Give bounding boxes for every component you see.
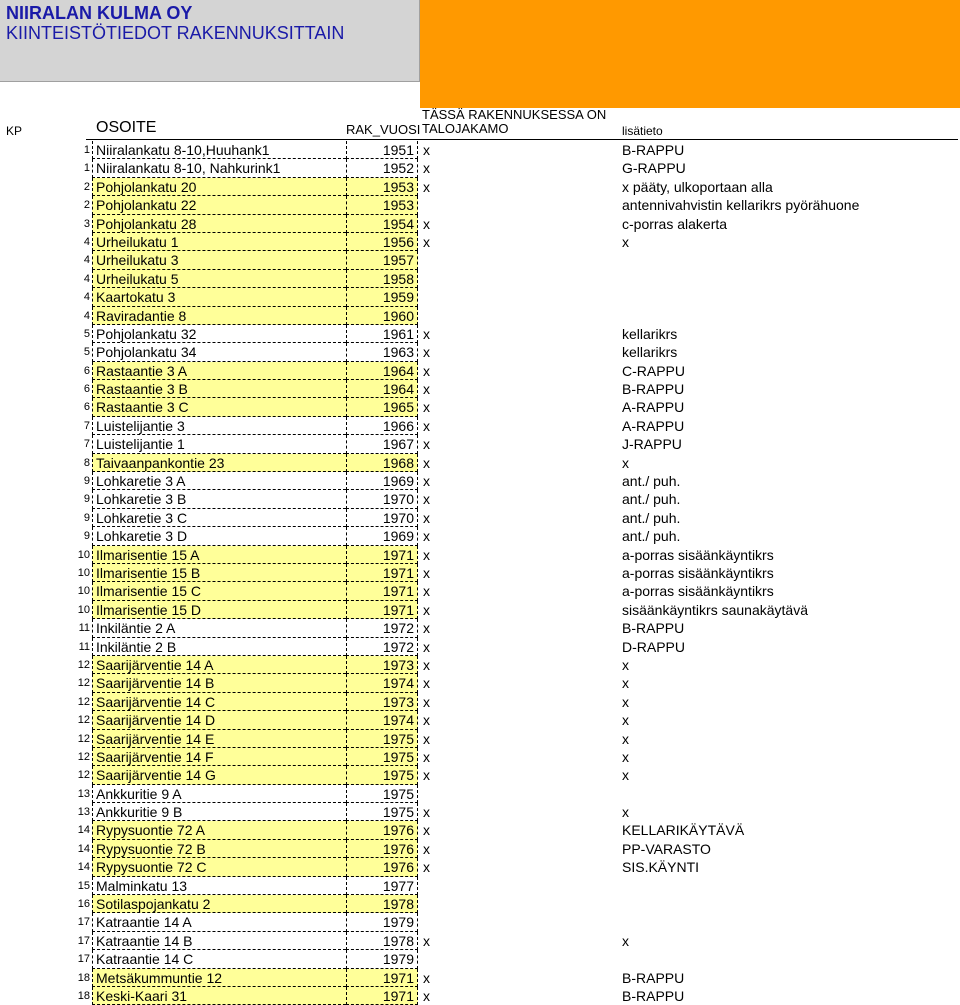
cell-rak-vuosi[interactable]: 1954 <box>346 215 418 233</box>
cell-talojakamo[interactable]: x <box>423 620 430 637</box>
cell-lisatieto[interactable]: ant./ puh. <box>622 473 681 490</box>
cell-lisatieto[interactable]: B-RAPPU <box>622 142 685 158</box>
table-row[interactable] <box>0 509 960 527</box>
table-row[interactable] <box>0 233 960 251</box>
cell-kp[interactable]: 4 <box>83 235 90 248</box>
cell-lisatieto[interactable]: B-RAPPU <box>622 987 685 1004</box>
cell-kp[interactable]: 18 <box>77 989 90 1002</box>
cell-osoite[interactable]: Lohkaretie 3 D <box>92 527 346 545</box>
cell-kp[interactable]: 15 <box>77 879 90 892</box>
cell-lisatieto[interactable]: x <box>622 767 629 784</box>
cell-talojakamo[interactable]: x <box>423 528 430 545</box>
table-row[interactable] <box>0 748 960 766</box>
cell-talojakamo[interactable]: x <box>423 840 430 857</box>
cell-osoite[interactable]: Rastaantie 3 C <box>92 398 346 416</box>
cell-osoite[interactable]: Lohkaretie 3 B <box>92 490 346 508</box>
table-row[interactable] <box>0 711 960 729</box>
cell-talojakamo[interactable] <box>420 307 620 325</box>
cell-talojakamo[interactable]: x <box>423 215 430 232</box>
cell-talojakamo[interactable]: x <box>423 987 430 1004</box>
cell-kp[interactable]: 9 <box>83 511 90 524</box>
cell-rak-vuosi[interactable]: 1959 <box>346 288 418 306</box>
column-header-talojakamo <box>422 108 606 136</box>
cell-osoite[interactable]: Niiralankatu 8-10,Huuhank1 <box>92 141 346 159</box>
cell-osoite[interactable]: Luistelijantie 3 <box>92 417 346 435</box>
cell-lisatieto[interactable] <box>622 895 958 913</box>
cell-lisatieto[interactable]: antennivahvistin kellarikrs pyörähuone <box>622 197 860 214</box>
cell-osoite[interactable]: Urheilukatu 1 <box>92 233 346 251</box>
cell-talojakamo[interactable]: x <box>423 325 430 342</box>
cell-osoite[interactable]: Saarijärventie 14 A <box>92 656 346 674</box>
table-row[interactable] <box>0 178 960 196</box>
cell-osoite[interactable]: Rastaantie 3 A <box>92 362 346 380</box>
cell-rak-vuosi[interactable]: 1972 <box>346 619 418 637</box>
cell-rak-vuosi[interactable]: 1964 <box>346 380 418 398</box>
cell-osoite[interactable]: Niiralankatu 8-10, Nahkurink1 <box>92 159 346 177</box>
table-row[interactable] <box>0 656 960 674</box>
cell-talojakamo[interactable]: x <box>423 473 430 490</box>
table-row[interactable] <box>0 619 960 637</box>
cell-kp[interactable]: 5 <box>83 327 90 340</box>
cell-lisatieto[interactable]: x <box>622 454 629 471</box>
cell-osoite[interactable]: Malminkatu 13 <box>92 877 346 895</box>
cell-kp[interactable]: 9 <box>83 530 90 543</box>
cell-osoite[interactable]: Urheilukatu 3 <box>92 251 346 269</box>
company-title: NIIRALAN KULMA OY <box>6 3 193 23</box>
cell-rak-vuosi[interactable]: 1975 <box>346 730 418 748</box>
table-row[interactable] <box>0 270 960 288</box>
cell-lisatieto[interactable] <box>622 950 958 968</box>
cell-kp[interactable]: 12 <box>77 677 90 690</box>
table-row[interactable] <box>0 251 960 269</box>
cell-talojakamo[interactable]: x <box>423 656 430 673</box>
table-row[interactable] <box>0 398 960 416</box>
table-row[interactable] <box>0 288 960 306</box>
cell-kp[interactable]: 4 <box>83 272 90 285</box>
cell-rak-vuosi[interactable]: 1976 <box>346 858 418 876</box>
table-row[interactable] <box>0 821 960 839</box>
cell-kp[interactable]: 9 <box>83 475 90 488</box>
cell-rak-vuosi[interactable]: 1971 <box>346 582 418 600</box>
column-header-osoite: OSOITE <box>96 119 157 136</box>
table-row[interactable] <box>0 932 960 950</box>
cell-talojakamo[interactable] <box>420 196 620 214</box>
cell-rak-vuosi[interactable]: 1957 <box>346 251 418 269</box>
cell-talojakamo[interactable]: x <box>423 546 430 563</box>
cell-lisatieto[interactable]: B-RAPPU <box>622 381 685 398</box>
cell-osoite[interactable]: Lohkaretie 3 A <box>92 472 346 490</box>
cell-rak-vuosi[interactable]: 1976 <box>346 821 418 839</box>
cell-osoite[interactable]: Ilmarisentie 15 D <box>92 601 346 619</box>
column-header-lisatieto: lisätieto <box>622 124 663 138</box>
cell-kp[interactable]: 6 <box>83 364 90 377</box>
cell-rak-vuosi[interactable]: 1961 <box>346 325 418 343</box>
cell-osoite[interactable]: Luistelijantie 1 <box>92 435 346 453</box>
cell-rak-vuosi[interactable]: 1971 <box>346 969 418 987</box>
cell-osoite[interactable]: Katraantie 14 B <box>92 932 346 950</box>
cell-talojakamo[interactable]: x <box>423 601 430 618</box>
table-row[interactable] <box>0 307 960 325</box>
sheet-subtitle: KIINTEISTÖTIEDOT RAKENNUKSITTAIN <box>6 23 345 43</box>
cell-lisatieto[interactable]: x <box>622 233 629 250</box>
cell-kp[interactable]: 12 <box>77 750 90 763</box>
cell-kp[interactable]: 8 <box>83 456 90 469</box>
cell-osoite[interactable]: Taivaanpankontie 23 <box>92 454 346 472</box>
cell-kp[interactable]: 6 <box>83 401 90 414</box>
cell-kp[interactable]: 10 <box>77 566 90 579</box>
cell-osoite[interactable]: Ilmarisentie 15 A <box>92 546 346 564</box>
cell-lisatieto[interactable]: kellarikrs <box>622 344 678 361</box>
cell-osoite[interactable]: Rastaantie 3 B <box>92 380 346 398</box>
cell-osoite[interactable]: Saarijärventie 14 G <box>92 766 346 784</box>
cell-osoite[interactable]: Ankkuritie 9 A <box>92 785 346 803</box>
column-header-talojakamo-line1: TÄSSÄ RAKENNUKSESSA ON <box>422 107 607 122</box>
table-row[interactable] <box>0 674 960 692</box>
cell-lisatieto[interactable]: a-porras sisäänkäyntikrs <box>622 564 774 581</box>
cell-kp[interactable]: 2 <box>83 199 90 212</box>
cell-talojakamo[interactable]: x <box>423 583 430 600</box>
cell-rak-vuosi[interactable]: 1965 <box>346 398 418 416</box>
cell-lisatieto[interactable]: x pääty, ulkoportaan alla <box>622 178 773 195</box>
cell-lisatieto[interactable]: KELLARIKÄYTÄVÄ <box>622 822 745 839</box>
cell-rak-vuosi[interactable]: 1977 <box>346 877 418 895</box>
cell-talojakamo[interactable]: x <box>423 233 430 250</box>
cell-kp[interactable]: 4 <box>83 291 90 304</box>
table-row[interactable] <box>0 803 960 821</box>
cell-rak-vuosi[interactable]: 1951 <box>346 141 418 159</box>
table-row[interactable] <box>0 877 960 895</box>
cell-osoite[interactable]: Inkiläntie 2 B <box>92 638 346 656</box>
cell-talojakamo[interactable]: x <box>423 344 430 361</box>
cell-osoite[interactable]: Metsäkummuntie 12 <box>92 969 346 987</box>
cell-kp[interactable]: 9 <box>83 493 90 506</box>
table-row[interactable] <box>0 159 960 177</box>
table-row[interactable] <box>0 380 960 398</box>
cell-kp[interactable]: 17 <box>77 934 90 947</box>
cell-lisatieto[interactable]: PP-VARASTO <box>622 840 711 857</box>
cell-lisatieto[interactable]: A-RAPPU <box>622 417 685 434</box>
cell-talojakamo[interactable]: x <box>423 491 430 508</box>
cell-kp[interactable]: 11 <box>78 640 90 653</box>
cell-talojakamo[interactable]: x <box>423 675 430 692</box>
table-row[interactable] <box>0 987 960 1005</box>
cell-talojakamo[interactable]: x <box>423 399 430 416</box>
cell-rak-vuosi[interactable]: 1963 <box>346 343 418 361</box>
cell-kp[interactable]: 17 <box>77 953 90 966</box>
cell-kp[interactable]: 4 <box>83 254 90 267</box>
cell-osoite[interactable]: Ilmarisentie 15 C <box>92 582 346 600</box>
cell-talojakamo[interactable] <box>420 785 620 803</box>
cell-talojakamo[interactable] <box>420 913 620 931</box>
cell-osoite[interactable]: Rypysuontie 72 C <box>92 858 346 876</box>
building-table <box>0 141 960 1005</box>
cell-talojakamo[interactable]: x <box>423 417 430 434</box>
cell-kp[interactable]: 1 <box>83 144 90 156</box>
cell-osoite[interactable]: Saarijärventie 14 E <box>92 730 346 748</box>
cell-lisatieto[interactable]: x <box>622 804 629 821</box>
cell-talojakamo[interactable] <box>420 895 620 913</box>
cell-lisatieto[interactable]: x <box>622 693 629 710</box>
cell-osoite[interactable]: Inkiläntie 2 A <box>92 619 346 637</box>
cell-kp[interactable]: 10 <box>77 603 90 616</box>
table-row[interactable] <box>0 582 960 600</box>
cell-osoite[interactable]: Saarijärventie 14 C <box>92 693 346 711</box>
cell-rak-vuosi[interactable]: 1958 <box>346 270 418 288</box>
cell-talojakamo[interactable]: x <box>423 730 430 747</box>
cell-kp[interactable]: 13 <box>77 787 90 800</box>
cell-talojakamo[interactable]: x <box>423 564 430 581</box>
table-row[interactable] <box>0 472 960 490</box>
table-row[interactable] <box>0 215 960 233</box>
cell-rak-vuosi[interactable]: 1971 <box>346 564 418 582</box>
cell-talojakamo[interactable]: x <box>423 932 430 949</box>
cell-lisatieto[interactable]: ant./ puh. <box>622 491 681 508</box>
cell-lisatieto[interactable]: x <box>622 730 629 747</box>
column-header-talojakamo-line2: TALOJAKAMO <box>422 121 509 136</box>
cell-lisatieto[interactable] <box>622 270 958 288</box>
cell-talojakamo[interactable]: x <box>423 822 430 839</box>
cell-kp[interactable]: 4 <box>83 309 90 322</box>
cell-lisatieto[interactable]: ant./ puh. <box>622 509 681 526</box>
cell-lisatieto[interactable] <box>622 785 958 803</box>
cell-rak-vuosi[interactable]: 1975 <box>346 766 418 784</box>
cell-kp[interactable]: 7 <box>83 419 90 432</box>
cell-lisatieto[interactable]: x <box>622 675 629 692</box>
cell-kp[interactable]: 14 <box>77 842 90 855</box>
cell-kp[interactable]: 5 <box>83 346 90 359</box>
table-row[interactable] <box>0 730 960 748</box>
cell-talojakamo[interactable]: x <box>423 767 430 784</box>
cell-rak-vuosi[interactable]: 1978 <box>346 932 418 950</box>
cell-talojakamo[interactable] <box>420 270 620 288</box>
cell-talojakamo[interactable]: x <box>423 436 430 453</box>
cell-kp[interactable]: 6 <box>83 383 90 396</box>
cell-rak-vuosi[interactable]: 1973 <box>346 693 418 711</box>
table-row[interactable] <box>0 693 960 711</box>
table-row[interactable] <box>0 895 960 913</box>
cell-talojakamo[interactable]: x <box>423 381 430 398</box>
cell-lisatieto[interactable]: D-RAPPU <box>622 638 686 655</box>
cell-osoite[interactable]: Raviradantie 8 <box>92 307 346 325</box>
cell-osoite[interactable]: Rypysuontie 72 B <box>92 840 346 858</box>
cell-talojakamo[interactable] <box>420 950 620 968</box>
cell-talojakamo[interactable]: x <box>423 509 430 526</box>
cell-osoite[interactable]: Sotilaspojankatu 2 <box>92 895 346 913</box>
cell-talojakamo[interactable]: x <box>423 859 430 876</box>
cell-rak-vuosi[interactable]: 1974 <box>346 711 418 729</box>
table-row[interactable] <box>0 913 960 931</box>
column-header-kp: KP <box>6 124 23 138</box>
cell-talojakamo[interactable]: x <box>423 178 430 195</box>
table-row[interactable] <box>0 950 960 968</box>
cell-rak-vuosi[interactable]: 1970 <box>346 509 418 527</box>
cell-osoite[interactable]: Pohjolankatu 28 <box>92 215 346 233</box>
cell-kp[interactable]: 13 <box>77 806 90 819</box>
cell-rak-vuosi[interactable]: 1971 <box>346 601 418 619</box>
cell-kp[interactable]: 11 <box>78 622 90 635</box>
cell-rak-vuosi[interactable]: 1979 <box>346 950 418 968</box>
table-row[interactable] <box>0 766 960 784</box>
cell-lisatieto[interactable]: x <box>622 748 629 765</box>
cell-osoite[interactable]: Ankkuritie 9 B <box>92 803 346 821</box>
cell-lisatieto[interactable]: c-porras alakerta <box>622 215 728 232</box>
table-row[interactable] <box>0 840 960 858</box>
cell-rak-vuosi[interactable]: 1956 <box>346 233 418 251</box>
cell-kp[interactable]: 7 <box>83 438 90 451</box>
cell-rak-vuosi[interactable]: 1960 <box>346 307 418 325</box>
cell-talojakamo[interactable]: x <box>423 748 430 765</box>
cell-kp[interactable]: 2 <box>83 180 90 193</box>
table-row[interactable] <box>0 196 960 214</box>
table-row[interactable] <box>0 858 960 876</box>
cell-rak-vuosi[interactable]: 1971 <box>346 546 418 564</box>
cell-osoite[interactable]: Pohjolankatu 22 <box>92 196 346 214</box>
table-row[interactable] <box>0 325 960 343</box>
cell-rak-vuosi[interactable]: 1966 <box>346 417 418 435</box>
cell-rak-vuosi[interactable]: 1953 <box>346 196 418 214</box>
cell-lisatieto[interactable]: x <box>622 712 629 729</box>
cell-rak-vuosi[interactable]: 1975 <box>346 803 418 821</box>
table-row[interactable] <box>0 490 960 508</box>
cell-rak-vuosi[interactable]: 1979 <box>346 913 418 931</box>
cell-kp[interactable]: 12 <box>77 769 90 782</box>
cell-talojakamo[interactable] <box>420 288 620 306</box>
cell-talojakamo[interactable]: x <box>423 142 430 158</box>
cell-talojakamo[interactable]: x <box>423 638 430 655</box>
cell-rak-vuosi[interactable]: 1969 <box>346 472 418 490</box>
header-divider <box>86 139 958 140</box>
table-row[interactable] <box>0 785 960 803</box>
cell-rak-vuosi[interactable]: 1952 <box>346 159 418 177</box>
cell-kp[interactable]: 18 <box>77 971 90 984</box>
title-box <box>0 0 420 82</box>
cell-rak-vuosi[interactable]: 1969 <box>346 527 418 545</box>
cell-lisatieto[interactable]: a-porras sisäänkäyntikrs <box>622 583 774 600</box>
cell-lisatieto[interactable] <box>622 288 958 306</box>
cell-talojakamo[interactable]: x <box>423 969 430 986</box>
cell-lisatieto[interactable]: a-porras sisäänkäyntikrs <box>622 546 774 563</box>
cell-osoite[interactable]: Lohkaretie 3 C <box>92 509 346 527</box>
table-row[interactable] <box>0 454 960 472</box>
cell-osoite[interactable]: Saarijärventie 14 F <box>92 748 346 766</box>
cell-osoite[interactable]: Keski-Kaari 31 <box>92 987 346 1005</box>
cell-lisatieto[interactable]: C-RAPPU <box>622 362 686 379</box>
orange-header-block <box>420 0 960 108</box>
table-row[interactable] <box>0 564 960 582</box>
cell-kp[interactable]: 1 <box>83 162 90 175</box>
cell-talojakamo[interactable]: x <box>423 804 430 821</box>
cell-osoite[interactable]: Katraantie 14 A <box>92 913 346 931</box>
table-row[interactable] <box>0 638 960 656</box>
cell-rak-vuosi[interactable]: 1968 <box>346 454 418 472</box>
table-row[interactable] <box>0 969 960 987</box>
table-row[interactable] <box>0 546 960 564</box>
cell-osoite[interactable]: Rypysuontie 72 A <box>92 821 346 839</box>
cell-kp[interactable]: 12 <box>77 732 90 745</box>
cell-rak-vuosi[interactable]: 1975 <box>346 785 418 803</box>
cell-rak-vuosi[interactable]: 1975 <box>346 748 418 766</box>
cell-kp[interactable]: 10 <box>77 548 90 561</box>
cell-kp[interactable]: 17 <box>77 916 90 929</box>
cell-rak-vuosi[interactable]: 1971 <box>346 987 418 1005</box>
cell-lisatieto[interactable]: B-RAPPU <box>622 969 685 986</box>
cell-lisatieto[interactable]: SIS.KÄYNTI <box>622 859 700 876</box>
cell-osoite[interactable]: Pohjolankatu 32 <box>92 325 346 343</box>
cell-osoite[interactable]: Ilmarisentie 15 B <box>92 564 346 582</box>
table-row[interactable] <box>0 435 960 453</box>
cell-kp[interactable]: 12 <box>77 658 90 671</box>
cell-rak-vuosi[interactable]: 1964 <box>346 362 418 380</box>
cell-rak-vuosi[interactable]: 1978 <box>346 895 418 913</box>
cell-osoite[interactable]: Pohjolankatu 20 <box>92 178 346 196</box>
cell-kp[interactable]: 10 <box>77 585 90 598</box>
cell-rak-vuosi[interactable]: 1972 <box>346 638 418 656</box>
cell-lisatieto[interactable]: sisäänkäyntikrs saunakäytävä <box>622 601 808 618</box>
cell-lisatieto[interactable]: ant./ puh. <box>622 528 681 545</box>
table-row[interactable] <box>0 141 960 159</box>
cell-rak-vuosi[interactable]: 1953 <box>346 178 418 196</box>
cell-osoite[interactable]: Saarijärventie 14 D <box>92 711 346 729</box>
cell-lisatieto[interactable] <box>622 251 958 269</box>
cell-talojakamo[interactable] <box>420 877 620 895</box>
cell-rak-vuosi[interactable]: 1967 <box>346 435 418 453</box>
cell-osoite[interactable]: Saarijärventie 14 B <box>92 674 346 692</box>
cell-kp[interactable]: 14 <box>77 824 90 837</box>
cell-lisatieto[interactable] <box>622 307 958 325</box>
cell-kp[interactable]: 14 <box>77 861 90 874</box>
cell-lisatieto[interactable] <box>622 913 958 931</box>
cell-kp[interactable]: 12 <box>77 695 90 708</box>
cell-kp[interactable]: 12 <box>77 714 90 727</box>
table-row[interactable] <box>0 527 960 545</box>
cell-lisatieto[interactable]: kellarikrs <box>622 325 678 342</box>
cell-osoite[interactable]: Pohjolankatu 34 <box>92 343 346 361</box>
cell-rak-vuosi[interactable]: 1973 <box>346 656 418 674</box>
cell-lisatieto[interactable]: J-RAPPU <box>622 436 682 453</box>
cell-rak-vuosi[interactable]: 1974 <box>346 674 418 692</box>
cell-osoite[interactable]: Katraantie 14 C <box>92 950 346 968</box>
cell-rak-vuosi[interactable]: 1970 <box>346 490 418 508</box>
sheet-header <box>0 0 960 142</box>
cell-lisatieto[interactable]: x <box>622 932 629 949</box>
cell-kp[interactable]: 16 <box>77 898 90 911</box>
table-row[interactable] <box>0 417 960 435</box>
table-row[interactable] <box>0 601 960 619</box>
cell-lisatieto[interactable]: A-RAPPU <box>622 399 685 416</box>
cell-lisatieto[interactable] <box>622 877 958 895</box>
table-row[interactable] <box>0 343 960 361</box>
cell-kp[interactable]: 3 <box>83 217 90 230</box>
cell-osoite[interactable]: Kaartokatu 3 <box>92 288 346 306</box>
cell-rak-vuosi[interactable]: 1976 <box>346 840 418 858</box>
cell-talojakamo[interactable]: x <box>423 454 430 471</box>
cell-talojakamo[interactable]: x <box>423 693 430 710</box>
cell-lisatieto[interactable]: x <box>622 656 629 673</box>
cell-lisatieto[interactable]: G-RAPPU <box>622 160 686 177</box>
cell-talojakamo[interactable]: x <box>423 362 430 379</box>
table-row[interactable] <box>0 362 960 380</box>
cell-osoite[interactable]: Urheilukatu 5 <box>92 270 346 288</box>
column-header-rak-vuosi: RAK_VUOSI <box>346 122 421 137</box>
cell-talojakamo[interactable]: x <box>423 712 430 729</box>
cell-talojakamo[interactable] <box>420 251 620 269</box>
cell-lisatieto[interactable]: B-RAPPU <box>622 620 685 637</box>
cell-talojakamo[interactable]: x <box>423 160 430 177</box>
